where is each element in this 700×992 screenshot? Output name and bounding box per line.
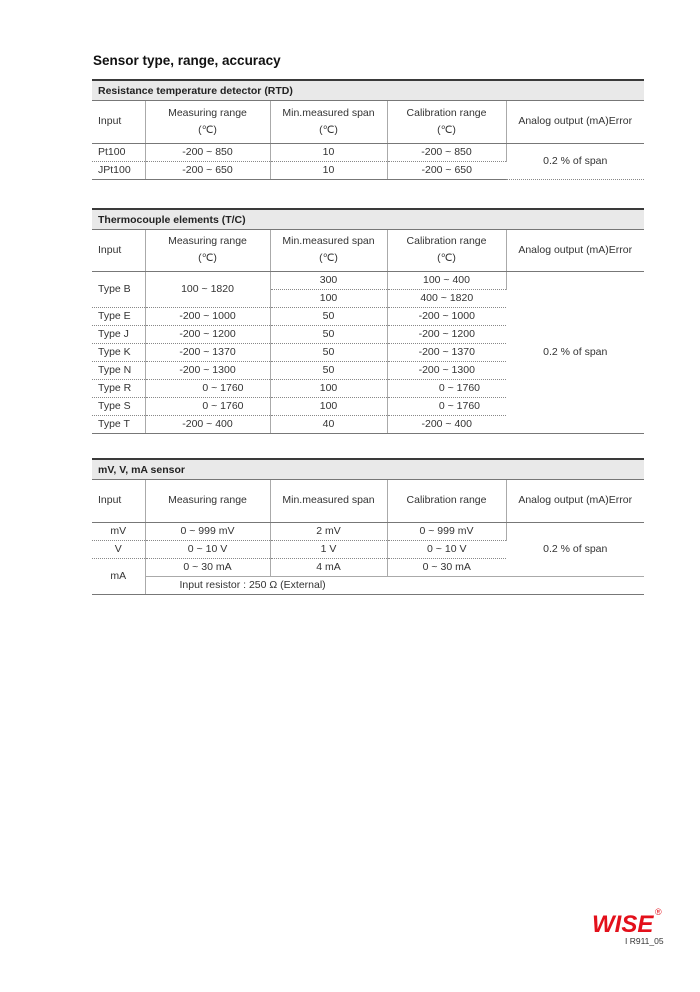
measuring-cell: -200 ~ 1200: [145, 325, 270, 343]
table-row: [92, 522, 644, 540]
registered-mark: ®: [655, 907, 662, 917]
rtd-table: [92, 101, 644, 180]
rtd-section-title: Resistance temperature detector (RTD): [92, 79, 644, 101]
calibration-cell: 0 ~ 30 mA: [387, 558, 506, 576]
span-cell: 300: [270, 271, 387, 289]
measuring-cell: 100 ~ 1820: [145, 271, 270, 307]
mv-v-ma-table: [92, 480, 644, 595]
table-row: [92, 271, 644, 289]
thermocouple-table: [92, 230, 644, 434]
calibration-cell: 100 ~ 400: [387, 271, 506, 289]
mv-header-row: [92, 480, 644, 522]
calibration-cell: -200 ~ 650: [387, 161, 506, 179]
span-cell: 10: [270, 161, 387, 179]
header-min-span: Min.measured span: [270, 480, 387, 522]
tc-section-title: Thermocouple elements (T/C): [92, 208, 644, 230]
header-min-span: Min.measured span (℃): [270, 230, 387, 271]
header-input: Input: [92, 230, 145, 271]
header-calibration-range: Calibration range (℃): [387, 101, 506, 143]
measuring-cell: -200 ~ 1300: [145, 361, 270, 379]
calibration-cell: -200 ~ 1300: [387, 361, 506, 379]
calibration-cell: -200 ~ 1370: [387, 343, 506, 361]
calibration-cell: 0 ~ 1760: [387, 379, 506, 397]
span-cell: 50: [270, 307, 387, 325]
error-cell: 0.2 % of span: [506, 143, 644, 179]
header-input: Input: [92, 480, 145, 522]
thermocouple-section: [92, 208, 644, 434]
rtd-section: [92, 79, 644, 180]
mv-v-ma-section: [92, 458, 644, 595]
measuring-cell: 0 ~ 999 mV: [145, 522, 270, 540]
measuring-cell: -200 ~ 1000: [145, 307, 270, 325]
header-analog-output-error: Analog output (mA)Error: [506, 230, 644, 271]
calibration-cell: -200 ~ 850: [387, 143, 506, 161]
calibration-cell: 400 ~ 1820: [387, 289, 506, 307]
span-cell: 50: [270, 325, 387, 343]
measuring-cell: 0 ~ 1760: [145, 397, 270, 415]
measuring-cell: 0 ~ 1760: [145, 379, 270, 397]
wise-logo: [590, 906, 670, 936]
header-analog-output-error: Analog output (mA)Error: [506, 101, 644, 143]
error-cell: 0.2 % of span: [506, 522, 644, 576]
note-cell: Input resistor : 250 Ω (External): [145, 576, 644, 594]
input-cell: mV: [92, 522, 145, 540]
input-cell: Type J: [92, 325, 145, 343]
header-calibration-range: Calibration range (℃): [387, 230, 506, 271]
table-row: [92, 143, 644, 161]
input-cell: Type B: [92, 271, 145, 307]
calibration-cell: 0 ~ 1760: [387, 397, 506, 415]
error-cell: 0.2 % of span: [506, 271, 644, 433]
measuring-cell: 0 ~ 30 mA: [145, 558, 270, 576]
header-measuring-range: Measuring range: [145, 480, 270, 522]
input-cell: V: [92, 540, 145, 558]
page-title: Sensor type, range, accuracy: [93, 53, 281, 68]
measuring-cell: -200 ~ 400: [145, 415, 270, 433]
input-cell: Type E: [92, 307, 145, 325]
input-cell: Type N: [92, 361, 145, 379]
calibration-cell: 0 ~ 999 mV: [387, 522, 506, 540]
input-cell: JPt100: [92, 161, 145, 179]
calibration-cell: 0 ~ 10 V: [387, 540, 506, 558]
table-row: [92, 576, 644, 594]
calibration-cell: -200 ~ 400: [387, 415, 506, 433]
span-cell: 1 V: [270, 540, 387, 558]
input-cell: mA: [92, 558, 145, 594]
span-cell: 50: [270, 343, 387, 361]
calibration-cell: -200 ~ 1200: [387, 325, 506, 343]
header-measuring-range: Measuring range (℃): [145, 230, 270, 271]
header-input: Input: [92, 101, 145, 143]
measuring-cell: 0 ~ 10 V: [145, 540, 270, 558]
logo-text: WISE: [592, 911, 654, 936]
header-analog-output-error: Analog output (mA)Error: [506, 480, 644, 522]
input-cell: Type S: [92, 397, 145, 415]
rtd-header-row: [92, 101, 644, 143]
footer-code: I R911_05: [625, 936, 664, 946]
span-cell: 2 mV: [270, 522, 387, 540]
span-cell: 50: [270, 361, 387, 379]
tc-header-row: [92, 230, 644, 271]
measuring-cell: -200 ~ 850: [145, 143, 270, 161]
span-cell: 100: [270, 397, 387, 415]
span-cell: 4 mA: [270, 558, 387, 576]
input-cell: Type R: [92, 379, 145, 397]
calibration-cell: -200 ~ 1000: [387, 307, 506, 325]
span-cell: 100: [270, 289, 387, 307]
measuring-cell: -200 ~ 650: [145, 161, 270, 179]
measuring-cell: -200 ~ 1370: [145, 343, 270, 361]
header-min-span: Min.measured span (℃): [270, 101, 387, 143]
input-cell: Type T: [92, 415, 145, 433]
span-cell: 40: [270, 415, 387, 433]
header-calibration-range: Calibration range: [387, 480, 506, 522]
span-cell: 100: [270, 379, 387, 397]
mv-section-title: mV, V, mA sensor: [92, 458, 644, 480]
input-cell: Pt100: [92, 143, 145, 161]
span-cell: 10: [270, 143, 387, 161]
input-cell: Type K: [92, 343, 145, 361]
header-measuring-range: Measuring range (℃): [145, 101, 270, 143]
